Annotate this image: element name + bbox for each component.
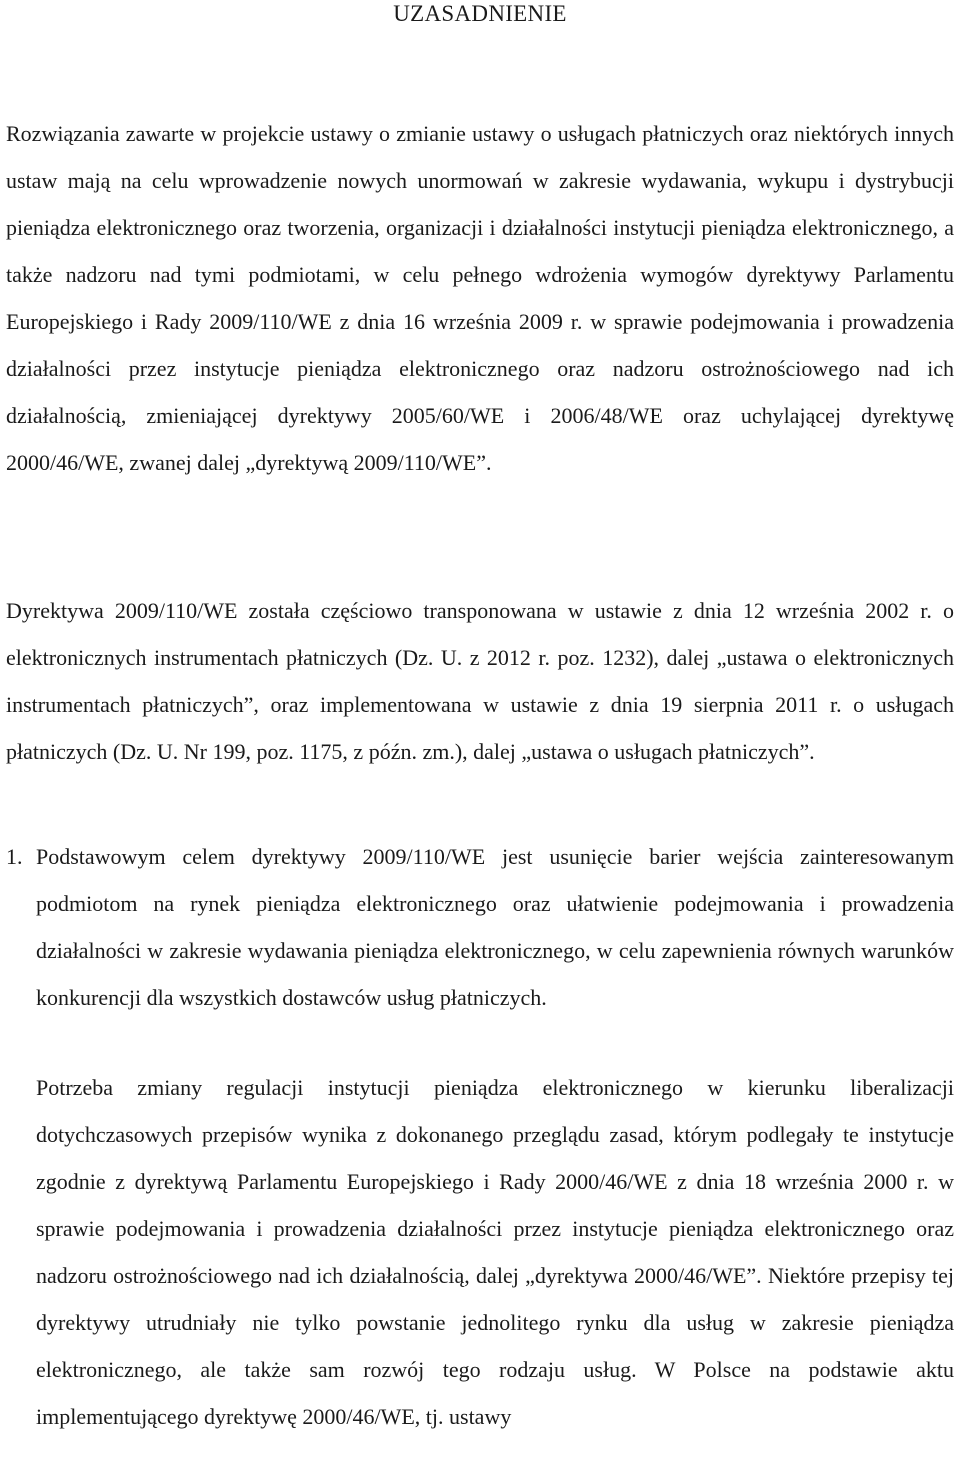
paragraph-number: 1.: [6, 844, 23, 869]
numbered-paragraph: [6, 833, 954, 1021]
paragraph-intro: Rozwiązania zawarte w projekcie ustawy o zmianie ustawy o usługach płatniczych oraz niektórych innych ustaw mają na celu wprowadzenie nowych unormowań w zakresie wydawania, wykupu i dystrybucji pieniądza elektronicznego oraz tworzenia, organizacji i działalności instytucji pieniądza elektronicznego, a także nadzoru nad tymi podmiotami, w celu pełnego wdrożenia wymogów dyrektywy Parlamentu Europejskiego i Rady 2009/110/WE z dnia 16 września 2009 r. w sprawie podejmowania i prowadzenia działalności przez instytucje pieniądza elektronicznego oraz nadzoru ostrożnościowego nad ich działalnością, zmieniającej dyrektywy 2005/60/WE i 2006/48/WE oraz uchylającej dyrektywę 2000/46/WE, zwanej dalej „dyrektywą 2009/110/WE”.: [6, 121, 954, 475]
paragraph-transposition: Dyrektywa 2009/110/WE została częściowo transponowana w ustawie z dnia 12 września 2002 r. o elektronicznych instrumentach płatniczych (Dz. U. z 2012 r. poz. 1232), dalej „ustawa o elektronicznych instrumentach płatniczych”, oraz implementowana w ustawie z dnia 19 sierpnia 2011 r. o usługach płatniczych (Dz. U. Nr 199, poz. 1175, z późn. zm.), dalej „ustawa o usługach płatniczych”.: [6, 598, 954, 764]
paragraph-regulation-need: Potrzeba zmiany regulacji instytucji pieniądza elektronicznego w kierunku liberalizacji dotychczasowych przepisów wynika z dokonanego przeglądu zasad, którym podlegały te instytucje zgodnie z dyrektywą Parlamentu Europejskiego i Rady 2000/46/WE z dnia 18 września 2000 r. w sprawie podejmowania i prowadzenia działalności przez instytucje pieniądza elektronicznego oraz nadzoru ostrożnościowego nad ich działalnością, dalej „dyrektywa 2000/46/WE”. Niektóre przepisy tej dyrektywy utrudniały nie tylko powstanie jednolitego rynku dla usług w zakresie pieniądza elektronicznego, ale także sam rozwój tego rodzaju usług. W Polsce na podstawie aktu implementującego dyrektywę 2000/46/WE, tj. ustawy: [36, 1075, 954, 1429]
document-title: UZASADNIENIE: [393, 1, 567, 26]
paragraph-main-goal: Podstawowym celem dyrektywy 2009/110/WE jest usunięcie barier wejścia zainteresowanym podmiotom na rynek pieniądza elektronicznego oraz ułatwienie podejmowania i prowadzenia działalności w zakresie wydawania pieniądza elektronicznego, w celu zapewnienia równych warunków konkurencji dla wszystkich dostawców usług płatniczych.: [36, 844, 954, 1010]
